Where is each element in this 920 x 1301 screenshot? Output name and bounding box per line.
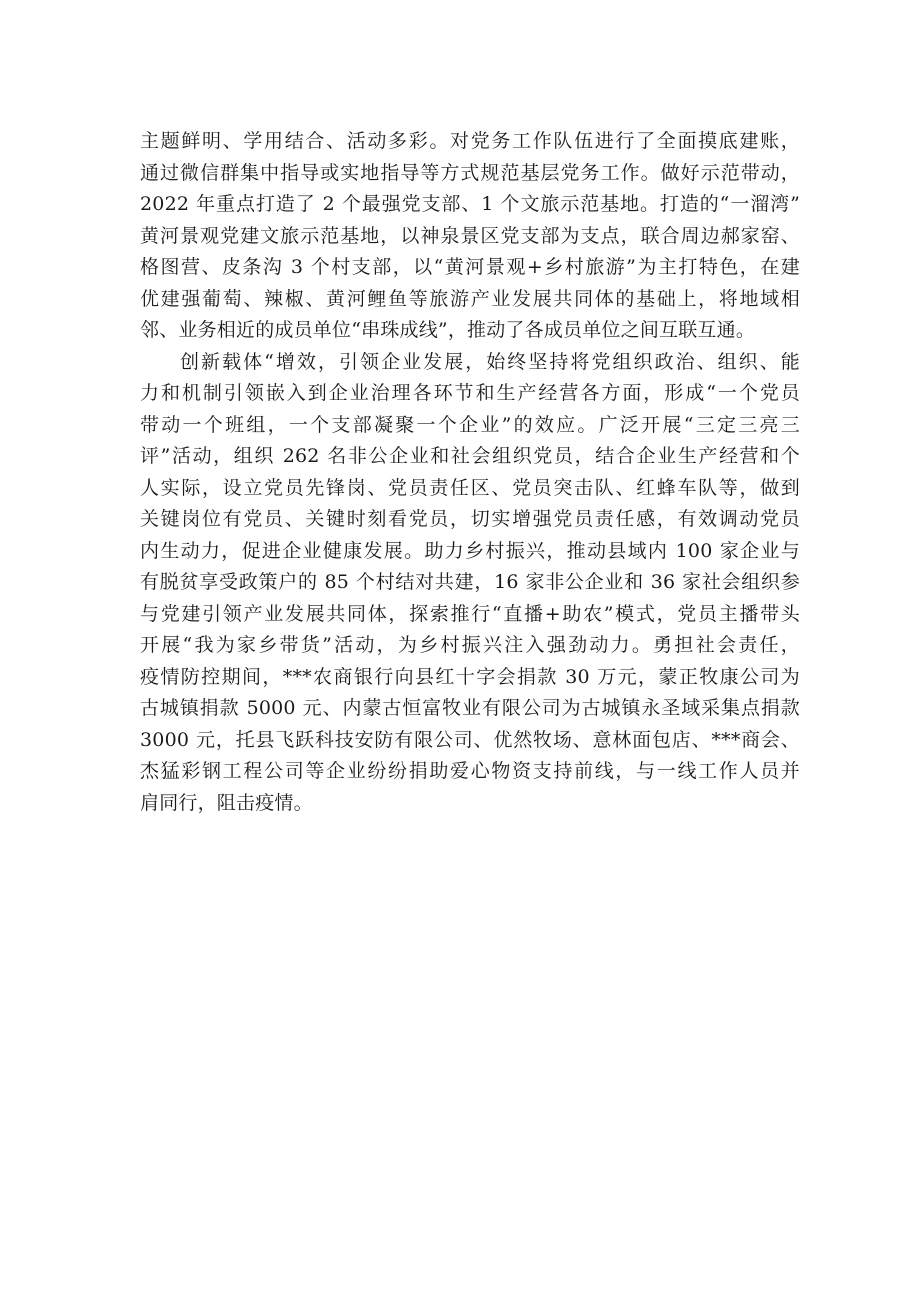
paragraph-2: [140, 347, 800, 820]
text-line: 格图营、皮条沟 3 个村支部，以“黄河景观+乡村旅游”为主打特色，在建: [140, 256, 800, 278]
text-line: 肩同行，阻击疫情。: [140, 791, 313, 814]
text-line: 优建强葡萄、辣椒、黄河鲤鱼等旅游产业发展共同体的基础上，将地域相: [140, 287, 800, 310]
text-line: 关键岗位有党员、关键时刻看党员，切实增强党员责任感，有效调动党员: [140, 508, 800, 530]
text-line: 有脱贫享受政策户的 85 个村结对共建，16 家非公企业和 36 家社会组织参: [140, 571, 800, 593]
text-line: 人实际，设立党员先锋岗、党员责任区、党员突击队、红蜂车队等，做到: [140, 476, 800, 499]
text-line: 邻、业务相近的成员单位“串珠成线”，推动了各成员单位之间互联互通。: [140, 319, 756, 341]
text-line: 通过微信群集中指导或实地指导等方式规范基层党务工作。做好示范带动，: [140, 161, 800, 184]
text-line: 创新载体“增效，引领企业发展，始终坚持将党组织政治、组织、能: [180, 350, 800, 373]
text-line: 黄河景观党建文旅示范基地，以神泉景区党支部为支点，联合周边郝家窑、: [140, 224, 800, 247]
text-line: 带动一个班组，一个支部凝聚一个企业”的效应。广泛开展“三定三亮三: [140, 413, 800, 436]
document-body: [140, 126, 800, 819]
text-line: 疫情防控期间，***农商银行向县红十字会捐款 30 万元，蒙正牧康公司为: [140, 665, 800, 688]
text-line: 力和机制引领嵌入到企业治理各环节和生产经营各方面，形成“一个党员: [140, 382, 800, 404]
paragraph-1: [140, 126, 800, 347]
text-line: 3000 元，托县飞跃科技安防有限公司、优然牧场、意林面包店、***商会、: [140, 728, 800, 751]
text-line: 内生动力，促进企业健康发展。助力乡村振兴，推动县域内 100 家企业与: [140, 539, 800, 562]
text-line: 主题鲜明、学用结合、活动多彩。对党务工作队伍进行了全面摸底建账，: [140, 130, 800, 152]
text-line: 开展“我为家乡带货”活动，为乡村振兴注入强劲动力。勇担社会责任，: [140, 634, 800, 656]
text-line: 古城镇捐款 5000 元、内蒙古恒富牧业有限公司为古城镇永圣域采集点捐款: [140, 697, 800, 719]
text-line: 评”活动，组织 262 名非公企业和社会组织党员，结合企业生产经营和个: [140, 445, 800, 467]
text-line: 与党建引领产业发展共同体，探索推行“直播+助农”模式，党员主播带头: [140, 602, 800, 625]
text-line: 杰猛彩钢工程公司等企业纷纷捐助爱心物资支持前线，与一线工作人员并: [140, 760, 800, 782]
text-line: 2022 年重点打造了 2 个最强党支部、1 个文旅示范基地。打造的“一溜湾”: [140, 193, 800, 215]
